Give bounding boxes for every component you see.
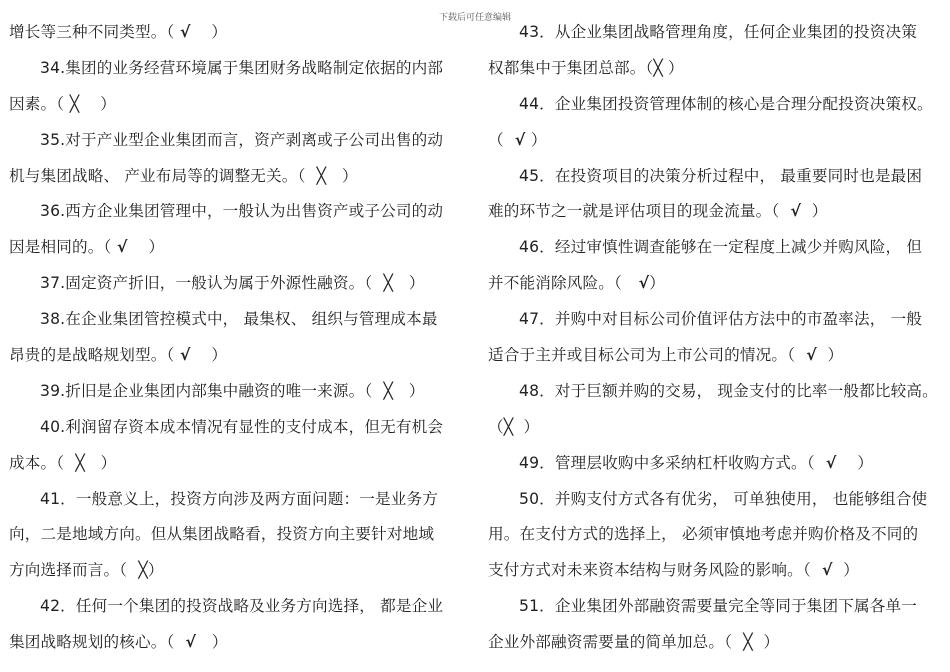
text-line [9, 266, 469, 302]
line-text: 难的环节之一就是评估项目的现金流量。（ [488, 202, 780, 221]
cross-mark-icon: ╳ [372, 381, 399, 400]
text-line [9, 374, 469, 410]
line-text: 45．在投资项目的决策分析过程中， 最重要同时也是最困 [519, 166, 923, 185]
check-mark-icon: √ [174, 346, 197, 365]
line-text: 向，二是地域方向。但从集团战略看，投资方向主要针对地域 [9, 525, 435, 544]
line-text: 用。在支付方式的选择上， 必须审慎地考虑并购价格及不同的 [488, 525, 919, 544]
line-text: 权都集中于集团总部。（ [488, 58, 654, 77]
check-mark-icon: √ [503, 130, 532, 149]
text-line [488, 159, 948, 195]
closing-paren: ） [531, 130, 547, 149]
cross-mark-icon: ╳ [64, 453, 91, 472]
line-text: 34.集团的业务经营环境属于集团财务战略制定依据的内部 [40, 58, 444, 77]
text-line [488, 87, 948, 123]
closing-paren: ） [90, 453, 117, 472]
text-line [9, 302, 469, 338]
line-text: （ [488, 417, 504, 436]
line-text: 48．对于巨额并购的交易， 现金支付的比率一般都比较高。 [519, 381, 938, 400]
cross-mark-icon: ╳ [653, 58, 663, 77]
closing-paren: ） [662, 58, 684, 77]
line-text: 昂贵的是战略规划型。（ [9, 346, 175, 365]
line-text: 方向选择而言。（ [9, 561, 128, 580]
left-column [9, 15, 469, 661]
text-line [488, 123, 948, 159]
check-mark-icon: √ [814, 453, 843, 472]
line-text: 因是相同的。（ [9, 238, 112, 257]
text-line [9, 159, 469, 195]
text-line [488, 374, 948, 410]
text-line [9, 338, 469, 374]
closing-paren: ） [758, 633, 780, 652]
text-line [9, 446, 469, 482]
closing-paren: ） [196, 23, 228, 41]
cross-mark-icon: ╳ [503, 417, 514, 436]
closing-paren: ） [196, 346, 228, 365]
check-mark-icon: √ [810, 561, 839, 580]
check-mark-icon: √ [795, 346, 823, 365]
text-line [9, 589, 469, 625]
line-text: 适合于主并或目标公司为上市公司的情况。（ [488, 346, 796, 365]
closing-paren: ） [822, 346, 844, 365]
text-line [488, 51, 948, 87]
closing-paren: ） [201, 633, 228, 652]
line-text: 40.利润留存资本成本情况有显性的支付成本，但无有机会 [40, 417, 444, 436]
line-text: 35.对于产业型企业集团而言，资产剥离或子公司出售的动 [40, 130, 444, 149]
text-line [9, 87, 469, 123]
line-text: 成本。（ [9, 453, 65, 472]
closing-paren: ） [398, 274, 425, 293]
line-text: 因素。（ [9, 94, 65, 113]
closing-paren: ） [649, 274, 665, 293]
text-line [488, 482, 948, 518]
line-text: 企业外部融资需要量的简单加总。（ [488, 633, 733, 652]
line-text: 43．从企业集团战略管理角度，任何企业集团的投资决策 [519, 23, 917, 41]
line-text: 51．企业集团外部融资需要量完全等同于集团下属各单一 [519, 597, 917, 616]
line-text: 42．任何一个集团的投资战略及业务方向选择， 都是企业 [40, 597, 444, 616]
line-text: 41．一般意义上，投资方向涉及两方面问题：一是业务方 [40, 489, 438, 508]
check-mark-icon: √ [174, 23, 197, 41]
text-line [488, 194, 948, 230]
cross-mark-icon: ╳ [64, 94, 85, 113]
text-line [9, 625, 469, 661]
line-text: 44．企业集团投资管理体制的核心是合理分配投资决策权。 [519, 94, 933, 113]
text-line [9, 230, 469, 266]
closing-paren: ） [806, 202, 828, 221]
text-line [488, 338, 948, 374]
text-line [9, 410, 469, 446]
closing-paren: ） [842, 453, 874, 472]
line-text: 49．管理层收购中多采纳杠杆收购方式。（ [519, 453, 815, 472]
line-text: 46．经过审慎性调查能够在一定程度上减少并购风险， 但 [519, 238, 923, 257]
text-line [488, 553, 948, 589]
text-line [488, 625, 948, 661]
text-line [488, 266, 948, 302]
line-text: 机与集团战略、 产业布局等的调整无关。（ [9, 166, 306, 185]
line-text: 支付方式对未来资本结构与财务风险的影响。（ [488, 561, 811, 580]
text-line [488, 589, 948, 625]
closing-paren: ） [838, 561, 859, 580]
line-text: 38.在企业集团管控模式中， 最集权、 组织与管理成本最 [40, 310, 438, 329]
text-line [9, 15, 469, 51]
line-text: 36.西方企业集团管理中，一般认为出售资产或子公司的动 [40, 202, 444, 221]
line-text: （ [488, 130, 504, 149]
line-text: 47．并购中对目标公司价值评估方法中的市盈率法， 一般 [519, 310, 923, 329]
line-text: 增长等三种不同类型。（ [9, 23, 175, 41]
check-mark-icon: √ [174, 633, 202, 652]
check-mark-icon: √ [779, 202, 807, 221]
text-line [488, 302, 948, 338]
text-line [488, 410, 948, 446]
text-line [488, 517, 948, 553]
text-line [9, 517, 469, 553]
cross-mark-icon: ╳ [305, 166, 332, 185]
text-line [488, 446, 948, 482]
text-line [9, 51, 469, 87]
text-line [9, 123, 469, 159]
line-text: 50．并购支付方式各有优劣， 可单独使用， 也能够组合使 [519, 489, 928, 508]
text-line [488, 230, 948, 266]
text-line [9, 553, 469, 589]
line-text: 37.固定资产折旧，一般认为属于外源性融资。（ [40, 274, 373, 293]
closing-paren: ） [513, 417, 540, 436]
closing-paren: ） [398, 381, 425, 400]
text-line [9, 482, 469, 518]
check-mark-icon: √ [621, 274, 650, 293]
closing-paren: ） [84, 94, 116, 113]
closing-paren: ） [133, 238, 165, 257]
closing-paren: ） [331, 166, 358, 185]
text-line [488, 15, 948, 51]
line-text: 集团战略规划的核心。（ [9, 633, 175, 652]
cross-mark-icon: ╳ [732, 633, 759, 652]
text-line [9, 194, 469, 230]
line-text: 39.折旧是企业集团内部集中融资的唯一来源。（ [40, 381, 373, 400]
right-column [488, 15, 948, 661]
check-mark-icon: √ [111, 238, 134, 257]
page-header: 下载后可任意编辑 [438, 13, 511, 23]
line-text: 并不能消除风险。（ [488, 274, 622, 293]
closing-paren: ） [147, 561, 164, 580]
cross-mark-icon: ╳ [127, 561, 148, 580]
cross-mark-icon: ╳ [372, 274, 399, 293]
